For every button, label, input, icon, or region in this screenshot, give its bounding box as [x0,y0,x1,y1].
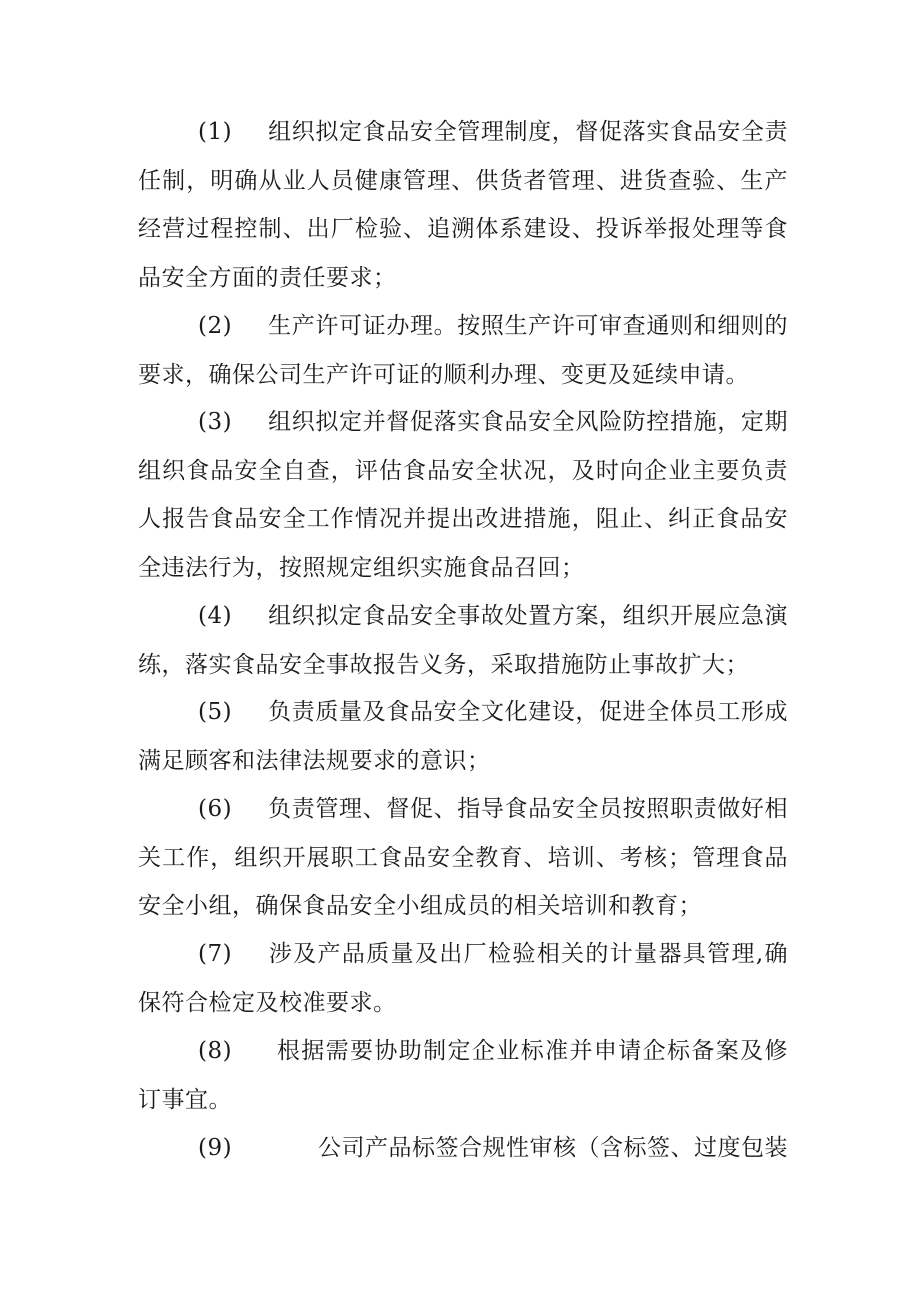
item-text: 根据需要协助制定企业标准并申请企标备案及修订事宜。 [138,1038,788,1113]
item-text: 涉及产品质量及出厂检验相关的计量器具管理,确保符合检定及校准要求。 [138,941,788,1016]
item-number: (3) [198,409,233,435]
list-item [138,930,788,1027]
item-number: (7) [198,941,233,967]
item-number: (9) [198,1135,233,1161]
list-item [138,688,788,785]
item-number: (6) [198,796,233,822]
list-item [138,302,788,399]
item-text: 负责管理、督促、指导食品安全员按照职责做好相关工作，组织开展职工食品安全教育、培训、考核；管理食品安全小组，确保食品安全小组成员的相关培训和教育； [138,796,788,919]
item-text: 组织拟定并督促落实食品安全风险防控措施，定期组织食品安全自查，评估食品安全状况，及时向企业主要负责人报告食品安全工作情况并提出改进措施，阻止、纠正食品安全违法行为，按照规定组织实施食品召回； [138,409,788,581]
item-text: 组织拟定食品安全事故处置方案，组织开展应急演练，落实食品安全事故报告义务，采取措施防止事故扩大； [138,603,788,678]
item-text: 负责质量及食品安全文化建设，促进全体员工形成满足顾客和法律法规要求的意识； [138,699,788,774]
item-number: (8) [198,1038,233,1064]
list-item [138,785,788,931]
list-item [138,1027,788,1124]
list-item [138,592,788,689]
list-item [138,1124,788,1173]
list-item [138,108,788,302]
item-text: 公司产品标签合规性审核（含标签、过度包装 [318,1135,788,1161]
item-number: (5) [198,699,233,725]
item-number: (4) [198,603,233,629]
item-number: (2) [198,313,233,339]
item-number: (1) [198,119,233,145]
item-text: 组织拟定食品安全管理制度，督促落实食品安全责任制，明确从业人员健康管理、供货者管理、进货查验、生产经营过程控制、出厂检验、追溯体系建设、投诉举报处理等食品安全方面的责任要求； [138,119,788,291]
list-item [138,398,788,592]
item-text: 生产许可证办理。按照生产许可审查通则和细则的要求，确保公司生产许可证的顺利办理、变更及延续申请。 [138,313,788,388]
